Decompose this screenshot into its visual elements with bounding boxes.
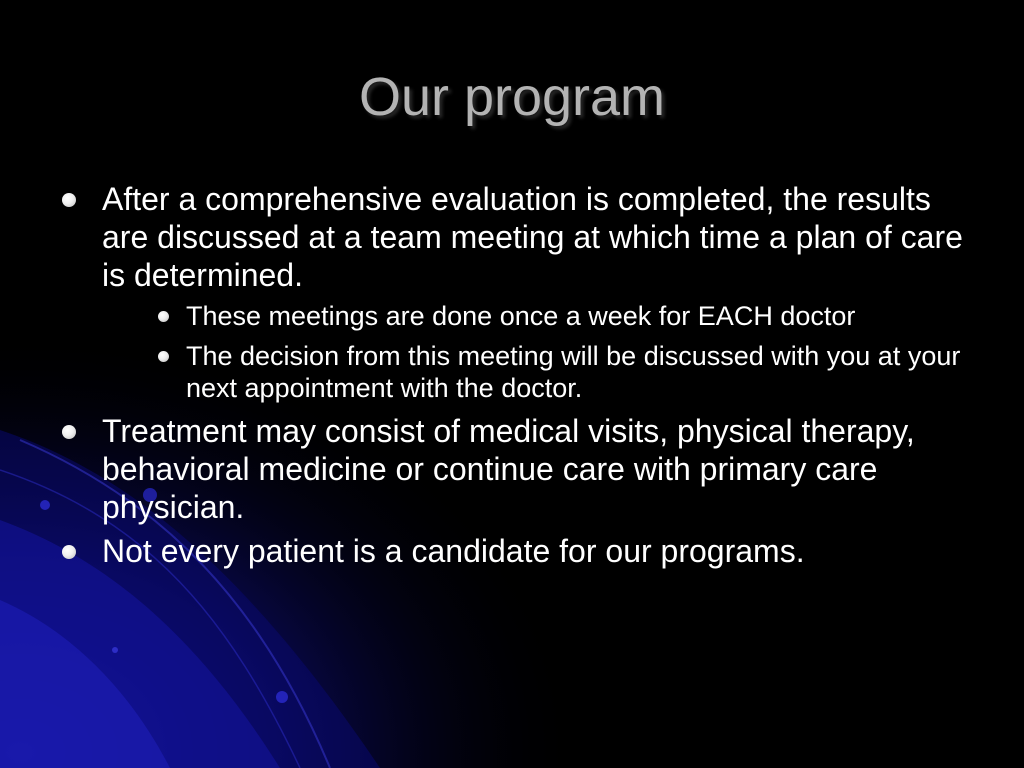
bullet-dot-icon: [62, 193, 76, 207]
bullet-text: Not every patient is a candidate for our programs.: [102, 533, 805, 569]
bullet-list: [62, 180, 982, 576]
bullet-text: After a comprehensive evaluation is completed, the results are discussed at a team meeting at which time a plan of care is determined.: [102, 181, 963, 293]
slide-title: Our program: [358, 67, 666, 127]
sub-bullet-list: [102, 300, 982, 404]
bullet-item: [62, 532, 982, 570]
bullet-item: [62, 180, 982, 404]
sub-bullet-dot-icon: [158, 311, 169, 322]
sub-bullet-item: [146, 300, 982, 332]
sub-bullet-text: These meetings are done once a week for EACH doctor: [186, 301, 856, 331]
bullet-dot-icon: [62, 545, 76, 559]
bullet-item: [62, 412, 982, 526]
sub-bullet-dot-icon: [158, 351, 169, 362]
sub-bullet-text: The decision from this meeting will be discussed with you at your next appointment with the doctor.: [186, 341, 961, 403]
bullet-text: Treatment may consist of medical visits, physical therapy, behavioral medicine or continue care with primary care physician.: [102, 413, 915, 525]
sub-bullet-item: [146, 340, 982, 404]
bullet-dot-icon: [62, 425, 76, 439]
